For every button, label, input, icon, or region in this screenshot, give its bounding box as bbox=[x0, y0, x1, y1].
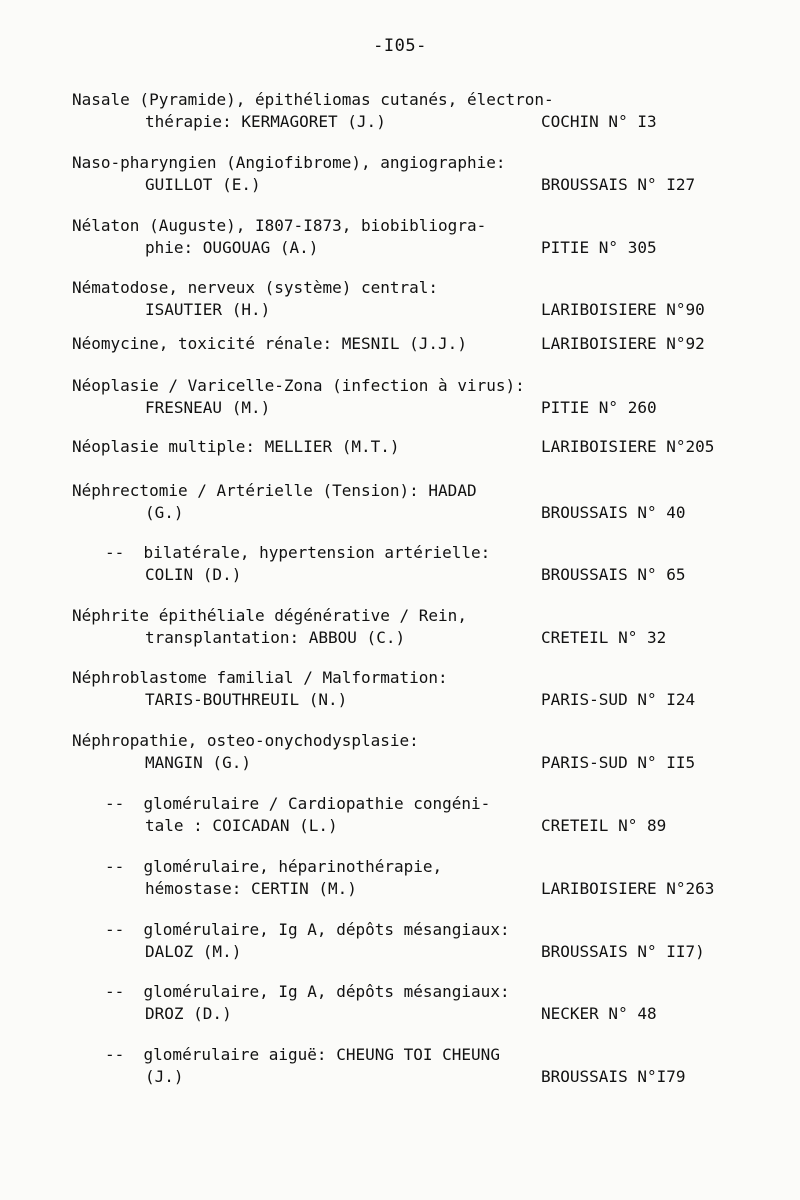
entry-reference: LARIBOISIERE N°263 bbox=[541, 879, 715, 898]
entry-author: ISAUTIER (H.) bbox=[145, 300, 271, 319]
entry-heading: Néphrectomie / Artérielle (Tension): HADAD bbox=[72, 481, 477, 500]
entry-author: DALOZ (M.) bbox=[145, 942, 242, 961]
entry-author: COLIN (D.) bbox=[145, 565, 242, 584]
entry-reference: BROUSSAIS N° 40 bbox=[541, 503, 686, 522]
entry-author: FRESNEAU (M.) bbox=[145, 398, 271, 417]
entry-heading: Néoplasie / Varicelle-Zona (infection à virus): bbox=[72, 376, 525, 395]
entry-heading: Néomycine, toxicité rénale: MESNIL (J.J.) bbox=[72, 334, 467, 353]
entry-reference: PARIS-SUD N° II5 bbox=[541, 753, 696, 772]
entry-subheading: -- bilatérale, hypertension artérielle: bbox=[105, 543, 491, 562]
entry-author: MANGIN (G.) bbox=[145, 753, 251, 772]
entry-author: DROZ (D.) bbox=[145, 1004, 232, 1023]
entry-author: tale : COICADAN (L.) bbox=[145, 816, 338, 835]
entry-reference: LARIBOISIERE N°92 bbox=[541, 334, 705, 353]
entry-heading: Néphrite épithéliale dégénérative / Rein, bbox=[72, 606, 467, 625]
entry-author: GUILLOT (E.) bbox=[145, 175, 261, 194]
entry-author: phie: OUGOUAG (A.) bbox=[145, 238, 319, 257]
entry-reference: BROUSSAIS N° I27 bbox=[541, 175, 696, 194]
entry-author: thérapie: KERMAGORET (J.) bbox=[145, 112, 386, 131]
entry-heading: Nématodose, nerveux (système) central: bbox=[72, 278, 439, 297]
entry-reference: CRETEIL N° 32 bbox=[541, 628, 667, 647]
entry-reference: CRETEIL N° 89 bbox=[541, 816, 667, 835]
entry-reference: PITIE N° 260 bbox=[541, 398, 657, 417]
entry-author: (G.) bbox=[145, 503, 184, 522]
entry-reference: BROUSSAIS N°I79 bbox=[541, 1067, 686, 1086]
entry-subheading: -- glomérulaire aiguë: CHEUNG TOI CHEUNG bbox=[105, 1045, 500, 1064]
entry-author: (J.) bbox=[145, 1067, 184, 1086]
entry-reference: BROUSSAIS N° 65 bbox=[541, 565, 686, 584]
entry-reference: NECKER N° 48 bbox=[541, 1004, 657, 1023]
entry-reference: PARIS-SUD N° I24 bbox=[541, 690, 696, 709]
entry-reference: LARIBOISIERE N°90 bbox=[541, 300, 705, 319]
entry-author: transplantation: ABBOU (C.) bbox=[145, 628, 406, 647]
entry-author: hémostase: CERTIN (M.) bbox=[145, 879, 357, 898]
entry-heading: Néphropathie, osteo-onychodysplasie: bbox=[72, 731, 419, 750]
page-number: -I05- bbox=[373, 36, 427, 56]
entry-subheading: -- glomérulaire, Ig A, dépôts mésangiaux: bbox=[105, 982, 510, 1001]
entry-reference: LARIBOISIERE N°205 bbox=[541, 437, 715, 456]
entry-reference: BROUSSAIS N° II7) bbox=[541, 942, 705, 961]
entry-heading: Naso-pharyngien (Angiofibrome), angiographie: bbox=[72, 153, 506, 172]
entry-subheading: -- glomérulaire / Cardiopathie congéni- bbox=[105, 794, 491, 813]
entry-heading: Néphroblastome familial / Malformation: bbox=[72, 668, 448, 687]
entry-reference: COCHIN N° I3 bbox=[541, 112, 657, 131]
entry-heading: Nasale (Pyramide), épithéliomas cutanés, électron- bbox=[72, 90, 554, 109]
entry-subheading: -- glomérulaire, Ig A, dépôts mésangiaux: bbox=[105, 920, 510, 939]
entry-heading: Nélaton (Auguste), I807-I873, biobibliogra- bbox=[72, 216, 487, 235]
entry-heading: Néoplasie multiple: MELLIER (M.T.) bbox=[72, 437, 400, 456]
entry-reference: PITIE N° 305 bbox=[541, 238, 657, 257]
entry-subheading: -- glomérulaire, héparinothérapie, bbox=[105, 857, 443, 876]
entry-author: TARIS-BOUTHREUIL (N.) bbox=[145, 690, 348, 709]
